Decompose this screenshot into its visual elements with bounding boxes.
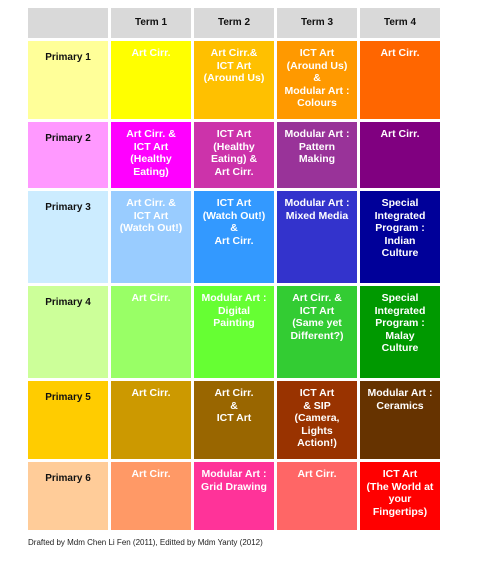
table-cell: Art Cirr. & ICT Art (Healthy Eating) <box>111 122 191 188</box>
row-label-primary-5: Primary 5 <box>28 381 108 459</box>
row-label-primary-3: Primary 3 <box>28 191 108 283</box>
table-cell: ICT Art (Healthy Eating) & Art Cirr. <box>194 122 274 188</box>
table-cell: Modular Art : Grid Drawing <box>194 462 274 530</box>
table-cell: Art Cirr. <box>277 462 357 530</box>
header-term-4: Term 4 <box>360 8 440 38</box>
table-cell: ICT Art (Watch Out!) & Art Cirr. <box>194 191 274 283</box>
table-cell: ICT Art & SIP (Camera, Lights Action!) <box>277 381 357 459</box>
art-curriculum-table <box>28 8 440 530</box>
table-cell: ICT Art (The World at your Fingertips) <box>360 462 440 530</box>
table-cell: Modular Art : Ceramics <box>360 381 440 459</box>
table-cell: Art Cirr. <box>360 41 440 119</box>
table-cell: Art Cirr.& ICT Art (Around Us) <box>194 41 274 119</box>
table-cell: Art Cirr. & ICT Art (Watch Out!) <box>111 191 191 283</box>
table-cell: Modular Art : Pattern Making <box>277 122 357 188</box>
table-corner-cell <box>28 8 108 38</box>
table-cell: Art Cirr. & ICT Art (Same yet Different?) <box>277 286 357 378</box>
header-term-2: Term 2 <box>194 8 274 38</box>
footer-credit: Drafted by Mdm Chen Li Fen (2011), Editted by Mdm Yanty (2012) <box>28 538 263 547</box>
table-cell: Art Cirr. & ICT Art <box>194 381 274 459</box>
row-label-primary-4: Primary 4 <box>28 286 108 378</box>
header-term-1: Term 1 <box>111 8 191 38</box>
row-label-primary-2: Primary 2 <box>28 122 108 188</box>
table-cell: Art Cirr. <box>111 41 191 119</box>
table-cell: Special Integrated Program : Malay Culture <box>360 286 440 378</box>
table-cell: ICT Art (Around Us) & Modular Art : Colours <box>277 41 357 119</box>
table-cell: Art Cirr. <box>360 122 440 188</box>
table-cell: Modular Art : Mixed Media <box>277 191 357 283</box>
table-cell: Modular Art : Digital Painting <box>194 286 274 378</box>
table-cell: Special Integrated Program : Indian Culture <box>360 191 440 283</box>
header-term-3: Term 3 <box>277 8 357 38</box>
table-cell: Art Cirr. <box>111 381 191 459</box>
table-cell: Art Cirr. <box>111 286 191 378</box>
row-label-primary-1: Primary 1 <box>28 41 108 119</box>
row-label-primary-6: Primary 6 <box>28 462 108 530</box>
table-cell: Art Cirr. <box>111 462 191 530</box>
